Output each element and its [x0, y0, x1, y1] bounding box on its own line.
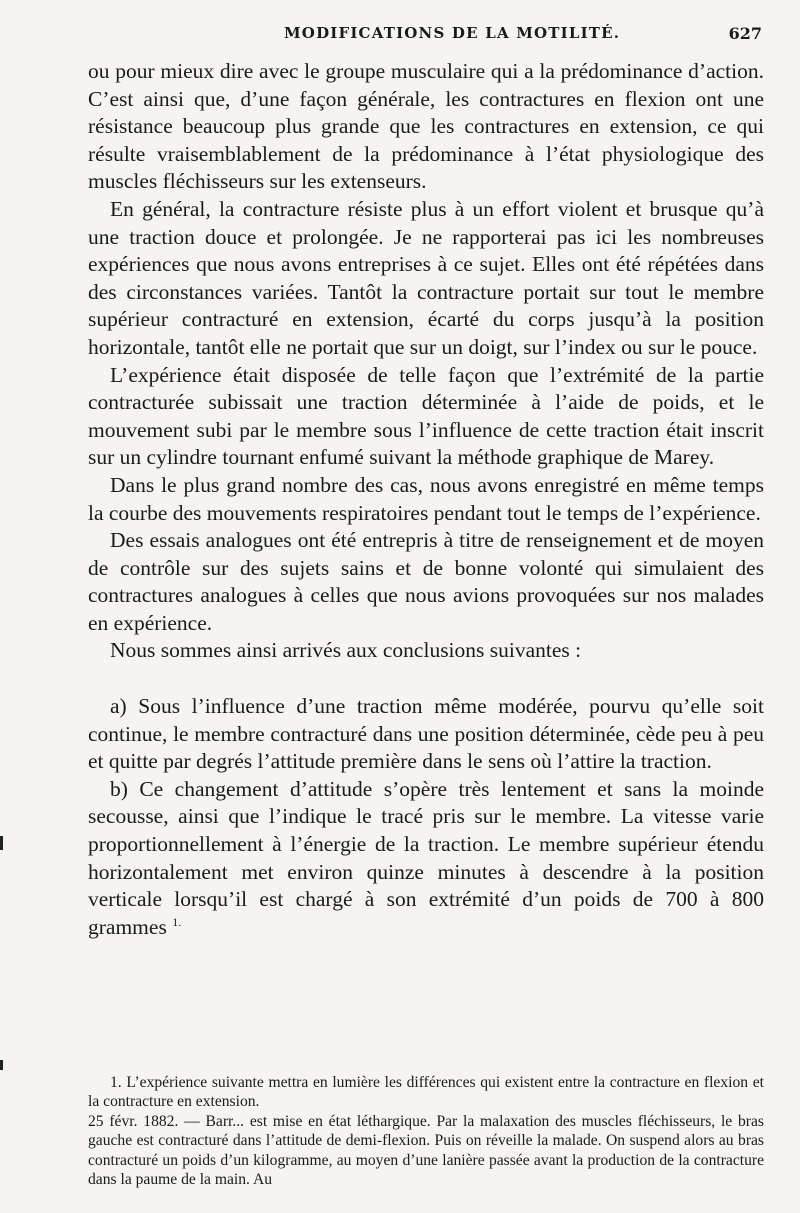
paragraph: Des essais analogues ont été entrepris à titre de renseignement et de moyen de contrôle sur des sujets sains et de bonne volonté qui simulaient des contractures analogues à celles que nous avions provoquées sur nos malades en expérience.: [88, 528, 764, 635]
conclusion-a: a) Sous l’influence d’une traction même modérée, pourvu qu’elle soit continue, le membre contracturé dans une position déterminée, cède peu à peu et quitte par degrés l’attitude première dans le sens où l’attire la traction.: [88, 694, 764, 774]
paragraph: Nous sommes ainsi arrivés aux conclusions suivantes :: [110, 638, 582, 663]
running-title: MODIFICATIONS DE LA MOTILITÉ.: [284, 24, 621, 42]
footnote-1: 1. L’expérience suivante mettra en lumière les différences qui existent entre la contracture en flexion et la contracture en extension.: [88, 1074, 764, 1111]
running-header: [88, 24, 762, 50]
footnote-reference[interactable]: 1.: [172, 914, 182, 929]
paragraph: ou pour mieux dire avec le groupe musculaire qui a la prédominance d’action. C’est ainsi que, d’une façon générale, les contractures en flexion ont une résistance beaucoup plus grande que les contractures en extension, ce qui résulte vraisemblablement de la prédominance à l’état physiologique des muscles fléchisseurs sur les extenseurs.: [88, 59, 764, 194]
conclusion-b: [88, 776, 764, 942]
footnotes: [88, 1073, 764, 1189]
paragraph: L’expérience était disposée de telle façon que l’extrémité de la partie contracturée subissait une traction déterminée à l’aide de poids, et le mouvement subi par le membre sous l’influence de cette traction était inscrit sur un cylindre tournant enfumé suivant la méthode graphique de Marey.: [88, 362, 764, 470]
page-edge-mark: [0, 836, 3, 850]
footnote-1-continuation: 25 févr. 1882. — Barr... est mise en état léthargique. Par la malaxation des muscles fléchisseurs, le bras gauche est contracturé dans l’attitude de demi-flexion. Puis on réveille la malade. On suspend alors au bras contracturé un poids d’un kilogramme, au moyen d’une lanière passée avant la production de la contracture dans la paume de la main. Au: [88, 1112, 764, 1189]
page-number: 627: [728, 24, 762, 43]
page-edge-mark: [0, 1060, 3, 1070]
paragraph: Dans le plus grand nombre des cas, nous avons enregistré en même temps la courbe des mouvements respiratoires pendant tout le temps de l’expérience.: [88, 472, 764, 525]
paragraph: En général, la contracture résiste plus à un effort violent et brusque qu’à une traction douce et prolongée. Je ne rapporterai pas ici les nombreuses expériences que nous avons entreprises à ce sujet. Elles ont été répétées dans des circonstances variées. Tantôt la contracture portait sur tout le membre supérieur contracturé en extension, écarté du corps jusqu’à la position horizontale, tantôt elle ne portait que sur un doigt, sur l’index ou sur le pouce.: [88, 196, 764, 359]
conclusion-b-text: b) Ce changement d’attitude s’opère très lentement et sans la moinde secousse, ainsi que l’indique le tracé pris sur le membre. La vitesse varie proportionnellement à l’énergie de la traction. Le membre supérieur étendu horizontalement met environ quinze minutes à descendre à la position verticale lorsqu’il est chargé à son extrémité d’un poids de 700 à 800 grammes: [88, 776, 764, 939]
main-text: [88, 58, 764, 941]
